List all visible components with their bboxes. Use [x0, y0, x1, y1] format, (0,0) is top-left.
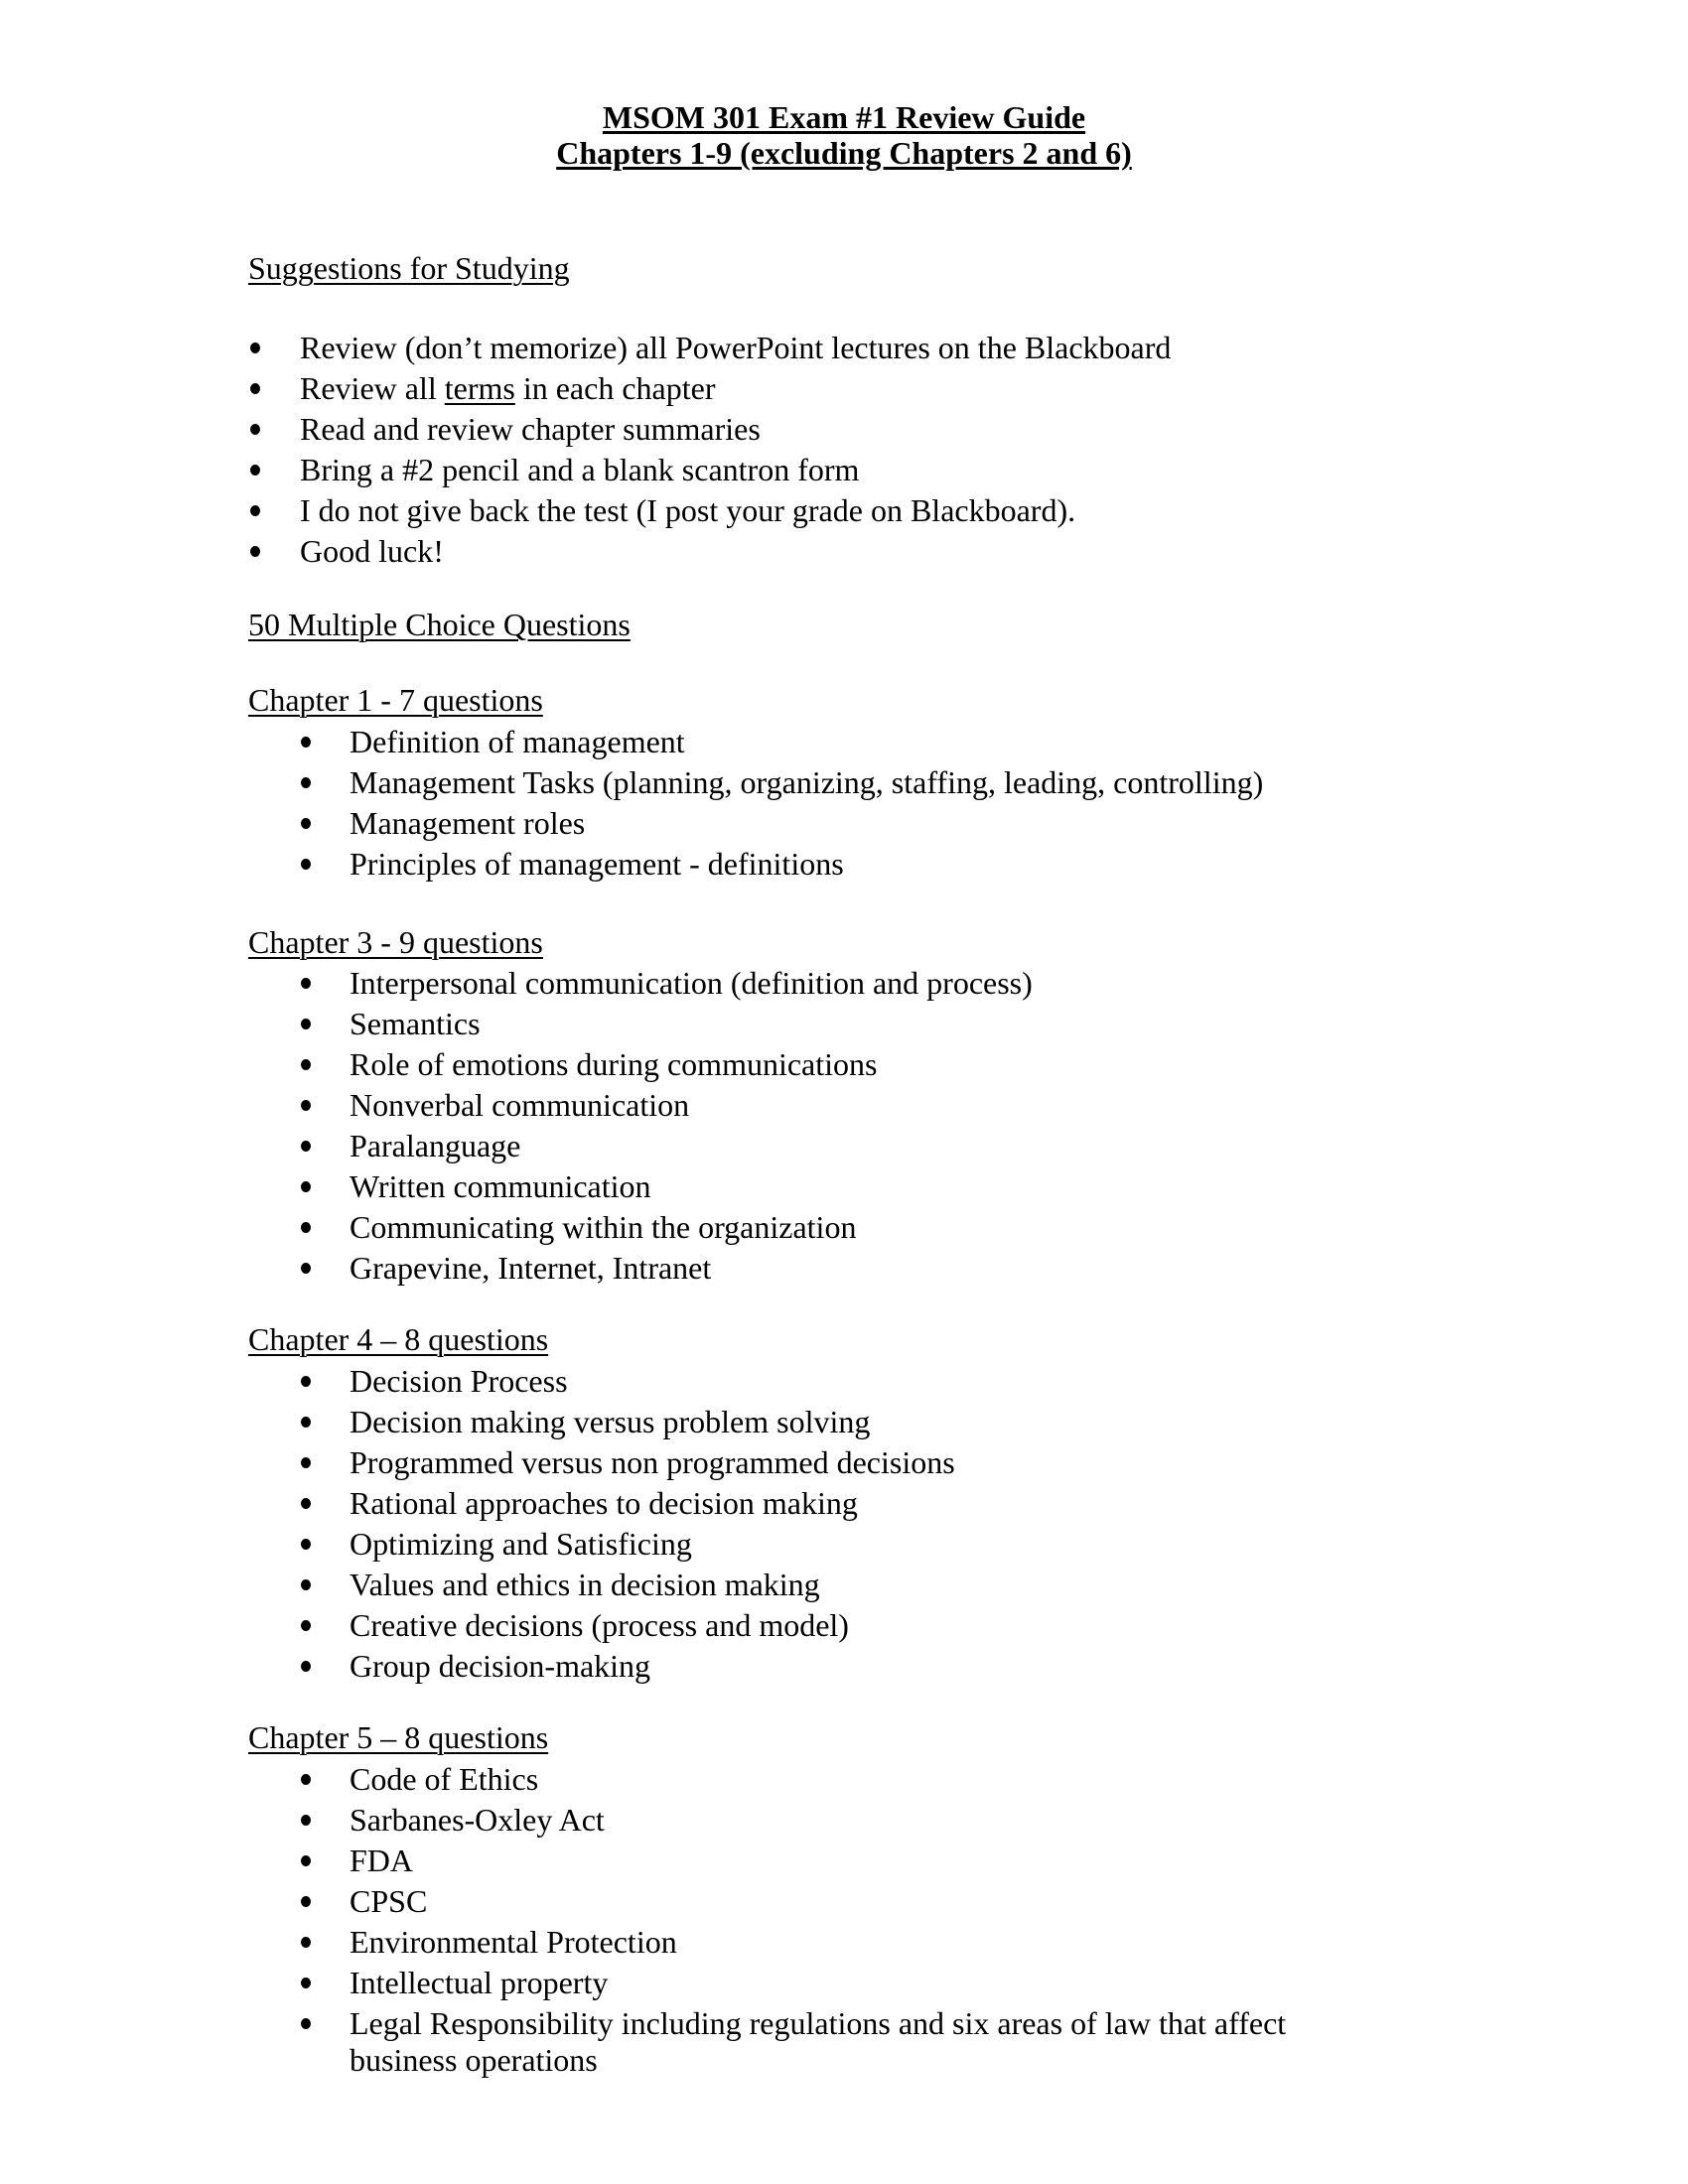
list-item: [350, 1207, 1033, 1248]
bullet-icon: [301, 1978, 311, 1988]
bullet-icon: [250, 505, 260, 516]
list-item-text: Creative decisions (process and model): [350, 1607, 849, 1643]
list-item: [350, 1044, 1033, 1085]
list-item: [350, 1248, 1033, 1289]
list-item-text: Sarbanes-Oxley Act: [350, 1802, 605, 1838]
list-item-text: Communicating within the organization: [350, 1209, 857, 1245]
bullet-icon: [301, 1417, 311, 1428]
chapter-3-topics: [350, 963, 1033, 1289]
bullet-icon: [250, 546, 260, 557]
bullet-icon: [301, 1059, 311, 1070]
list-item: [350, 1841, 1342, 1881]
list-item: [350, 2003, 1342, 2079]
bullet-icon: [250, 465, 260, 476]
bullet-icon: [301, 1539, 311, 1550]
bullet-icon: [301, 1100, 311, 1111]
list-item-text: Environmental Protection: [350, 1924, 677, 1960]
list-item: [300, 490, 1171, 531]
list-item-text: FDA: [350, 1843, 414, 1878]
chapter-4-heading: [248, 1319, 548, 1360]
list-item: [350, 1881, 1342, 1922]
suggestions-list: [300, 328, 1171, 572]
title-line-1: MSOM 301 Exam #1 Review Guide: [602, 99, 1086, 135]
bullet-icon: [250, 424, 260, 435]
chapter-5-topics: [350, 1759, 1342, 2079]
bullet-icon: [301, 1661, 311, 1672]
list-item: [300, 450, 1171, 490]
bullet-icon: [301, 1937, 311, 1948]
list-item: [350, 1483, 955, 1524]
list-item-text: Programmed versus non programmed decisions: [350, 1444, 955, 1480]
bullet-icon: [301, 978, 311, 989]
list-item-text: Paralanguage: [350, 1128, 521, 1163]
list-item-text: Role of emotions during communications: [350, 1046, 878, 1082]
list-item: [350, 1166, 1033, 1207]
bullet-icon: [301, 1222, 311, 1233]
bullet-icon: [301, 1774, 311, 1785]
bullet-icon: [301, 1019, 311, 1029]
list-item-text: Legal Responsibility including regulations and six areas of law that affect business operations: [350, 2005, 1287, 2078]
list-item: [350, 1565, 955, 1605]
list-item-text: Review all: [300, 370, 445, 406]
list-item-text: Bring a #2 pencil and a blank scantron form: [300, 452, 860, 487]
list-item-text: Code of Ethics: [350, 1761, 539, 1797]
exam-format-heading: [248, 605, 631, 645]
list-item: [350, 1922, 1342, 1963]
list-item: [350, 1524, 955, 1565]
bullet-icon: [301, 818, 311, 829]
list-item: [350, 1126, 1033, 1166]
list-item: [350, 1085, 1033, 1126]
list-item-text: Semantics: [350, 1006, 481, 1041]
exam-format-heading-text: 50 Multiple Choice Questions: [248, 607, 631, 642]
list-item: [350, 1004, 1033, 1044]
document-subtitle: [0, 135, 1688, 171]
list-item: [350, 722, 1263, 762]
list-item-text: Written communication: [350, 1168, 651, 1204]
list-item-text: Group decision-making: [350, 1648, 651, 1684]
list-item-text: Rational approaches to decision making: [350, 1485, 858, 1521]
list-item: [350, 1361, 955, 1402]
list-item: [350, 844, 1263, 885]
list-item-text: Grapevine, Internet, Intranet: [350, 1250, 712, 1286]
document-title: [0, 99, 1688, 135]
bullet-icon: [301, 1181, 311, 1192]
chapter-heading-text: Chapter 3 - 9 questions: [248, 924, 543, 960]
bullet-icon: [250, 383, 260, 394]
list-item-text: Decision Process: [350, 1363, 568, 1399]
bullet-icon: [301, 1896, 311, 1907]
bullet-icon: [301, 859, 311, 870]
bullet-icon: [301, 777, 311, 788]
chapter-5-heading: [248, 1717, 548, 1758]
list-item-text: Interpersonal communication (definition and process): [350, 965, 1033, 1001]
bullet-icon: [301, 1579, 311, 1590]
list-item-text: Optimizing and Satisficing: [350, 1526, 692, 1562]
list-item-text: Intellectual property: [350, 1965, 609, 2000]
bullet-icon: [301, 2018, 311, 2029]
list-item-text: Nonverbal communication: [350, 1087, 690, 1123]
list-item-text: Decision making versus problem solving: [350, 1404, 871, 1439]
bullet-icon: [301, 1620, 311, 1631]
list-item: [350, 1442, 955, 1483]
chapter-heading-text: Chapter 1 - 7 questions: [248, 682, 543, 718]
bullet-icon: [301, 1855, 311, 1866]
list-item: [350, 1646, 955, 1687]
list-item: [350, 762, 1263, 803]
list-item-text: Review (don’t memorize) all PowerPoint lectures on the Blackboard: [300, 330, 1172, 365]
chapter-1-topics: [350, 722, 1263, 885]
list-item: [350, 963, 1033, 1004]
list-item: [300, 531, 1171, 572]
bullet-icon: [301, 1457, 311, 1468]
list-item: [350, 1402, 955, 1442]
bullet-icon: [301, 1376, 311, 1387]
chapter-heading-text: Chapter 4 – 8 questions: [248, 1321, 549, 1357]
list-item-text: in each chapter: [514, 370, 716, 406]
chapter-4-topics: [350, 1361, 955, 1687]
list-item: [300, 409, 1171, 450]
bullet-icon: [301, 1263, 311, 1274]
chapter-1-heading: [248, 680, 543, 721]
list-item-text: Principles of management - definitions: [350, 846, 844, 882]
title-line-2: Chapters 1-9 (excluding Chapters 2 and 6): [556, 135, 1132, 171]
list-item-text: Management Tasks (planning, organizing, staffing, leading, controlling): [350, 764, 1264, 800]
list-item: [350, 1605, 955, 1646]
suggestions-heading: [248, 248, 570, 289]
list-item: [350, 1759, 1342, 1800]
bullet-icon: [301, 1498, 311, 1509]
bullet-icon: [301, 1815, 311, 1826]
list-item-text: I do not give back the test (I post your grade on Blackboard).: [300, 492, 1076, 528]
bullet-icon: [301, 1141, 311, 1152]
list-item-text: Values and ethics in decision making: [350, 1567, 820, 1602]
list-item-text: Definition of management: [350, 724, 685, 759]
list-item-text: Good luck!: [300, 533, 444, 569]
list-item: [350, 803, 1263, 844]
bullet-icon: [250, 342, 260, 353]
chapter-3-heading: [248, 922, 543, 963]
list-item: [350, 1963, 1342, 2003]
list-item: [300, 368, 1171, 409]
underlined-term: terms: [444, 370, 515, 406]
bullet-icon: [301, 737, 311, 748]
list-item: [300, 328, 1171, 368]
chapter-heading-text: Chapter 5 – 8 questions: [248, 1719, 549, 1755]
list-item: [350, 1800, 1342, 1841]
list-item-text: CPSC: [350, 1883, 428, 1919]
list-item-text: Read and review chapter summaries: [300, 411, 761, 447]
suggestions-heading-text: Suggestions for Studying: [248, 250, 570, 286]
list-item-text: Management roles: [350, 805, 586, 841]
